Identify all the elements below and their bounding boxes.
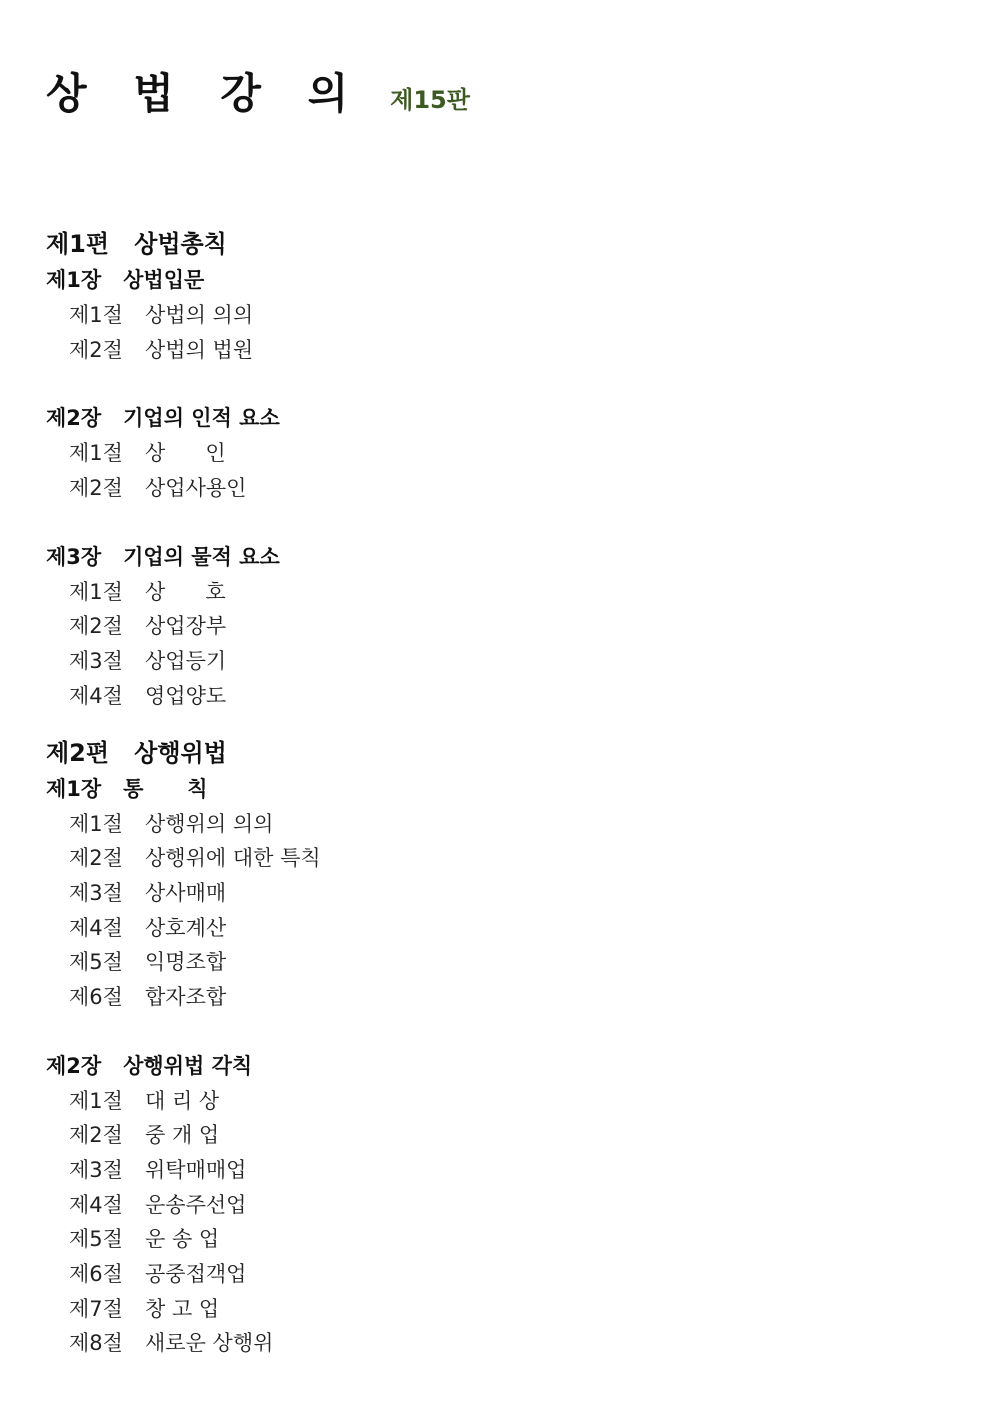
toc-chapter (46, 772, 946, 1015)
section-number: 제5절 (69, 950, 123, 975)
book-title: 상 법 강 의 (46, 69, 365, 118)
toc-chapter (46, 540, 946, 714)
section-title: 상법의 법원 (145, 337, 254, 362)
toc-section-item[interactable] (46, 945, 946, 980)
section-number: 제5절 (69, 1227, 123, 1252)
toc-section-item[interactable] (46, 333, 946, 368)
section-title: 상 인 (145, 441, 226, 466)
table-of-contents (46, 225, 946, 1361)
section-title: 영업양도 (145, 683, 227, 708)
section-title: 새로운 상행위 (145, 1331, 274, 1356)
toc-section-item[interactable] (46, 841, 946, 876)
section-title: 상업사용인 (145, 476, 247, 501)
section-number: 제7절 (69, 1296, 123, 1321)
section-title: 합자조합 (145, 984, 227, 1009)
toc-section-item[interactable] (46, 1153, 946, 1188)
section-title: 상업장부 (145, 614, 227, 639)
section-number: 제3절 (69, 1158, 123, 1182)
section-number: 제4절 (69, 683, 123, 708)
section-title: 운 송 업 (145, 1227, 220, 1252)
book-header (46, 64, 470, 124)
toc-section-item[interactable] (46, 1257, 946, 1292)
toc-part (46, 225, 946, 714)
part-title[interactable]: 제1편 상법총칙 (46, 230, 227, 258)
section-number: 제6절 (69, 1262, 123, 1287)
toc-section-item[interactable] (46, 911, 946, 946)
section-title: 상행위의 의의 (145, 811, 274, 836)
section-title: 공중접객업 (145, 1262, 247, 1287)
part-title[interactable]: 제2편 상행위법 (46, 738, 227, 767)
toc-section-item[interactable] (46, 876, 946, 911)
section-title: 상호계산 (145, 915, 227, 940)
toc-section-item[interactable] (46, 679, 946, 714)
toc-section-item[interactable] (46, 807, 946, 842)
toc-section-item[interactable] (46, 644, 946, 679)
edition-label: 제15판 (390, 86, 470, 114)
section-title: 익명조합 (145, 950, 227, 975)
section-title: 대 리 상 (145, 1088, 220, 1113)
section-number: 제1절 (69, 441, 123, 466)
chapter-title[interactable]: 제2장 상행위법 각칙 (46, 1053, 253, 1078)
section-number: 제4절 (69, 915, 123, 940)
section-title: 창 고 업 (145, 1296, 220, 1321)
section-title: 위탁매매업 (145, 1158, 247, 1182)
toc-section-item[interactable] (46, 1326, 946, 1361)
section-title: 상업등기 (145, 649, 227, 674)
toc-section-item[interactable] (46, 298, 946, 333)
section-title: 운송주선업 (145, 1192, 247, 1217)
section-title: 상법의 의의 (145, 303, 254, 327)
toc-section-item[interactable] (46, 980, 946, 1015)
section-title: 중 개 업 (145, 1123, 220, 1148)
toc-chapter (46, 401, 946, 505)
toc-section-item[interactable] (46, 471, 946, 506)
toc-section-item[interactable] (46, 1188, 946, 1223)
toc-part (46, 734, 946, 1362)
section-number: 제1절 (69, 579, 123, 604)
toc-section-item[interactable] (46, 1118, 946, 1153)
section-title: 상사매매 (145, 880, 227, 905)
toc-section-item[interactable] (46, 609, 946, 644)
section-title: 상 호 (145, 579, 226, 604)
section-number: 제2절 (69, 614, 123, 639)
section-number: 제6절 (69, 984, 123, 1009)
section-number: 제1절 (69, 1088, 123, 1113)
section-number: 제2절 (69, 846, 123, 871)
toc-section-item[interactable] (46, 436, 946, 471)
toc-chapter (46, 263, 946, 367)
section-number: 제2절 (69, 476, 123, 501)
section-number: 제2절 (69, 1123, 123, 1148)
chapter-title[interactable]: 제1장 상법입문 (46, 268, 205, 292)
toc-chapter (46, 1049, 946, 1362)
section-number: 제3절 (69, 649, 123, 674)
section-number: 제8절 (69, 1331, 123, 1356)
chapter-title[interactable]: 제3장 기업의 물적 요소 (46, 544, 280, 569)
chapter-title[interactable]: 제2장 기업의 인적 요소 (46, 406, 280, 431)
section-number: 제3절 (69, 880, 123, 905)
toc-section-item[interactable] (46, 575, 946, 610)
section-number: 제1절 (69, 303, 123, 327)
toc-section-item[interactable] (46, 1084, 946, 1119)
chapter-title[interactable]: 제1장 통 칙 (46, 776, 208, 801)
section-title: 상행위에 대한 특칙 (145, 846, 321, 871)
section-number: 제1절 (69, 811, 123, 836)
toc-section-item[interactable] (46, 1222, 946, 1257)
section-number: 제2절 (69, 337, 123, 362)
section-number: 제4절 (69, 1192, 123, 1217)
toc-section-item[interactable] (46, 1292, 946, 1327)
